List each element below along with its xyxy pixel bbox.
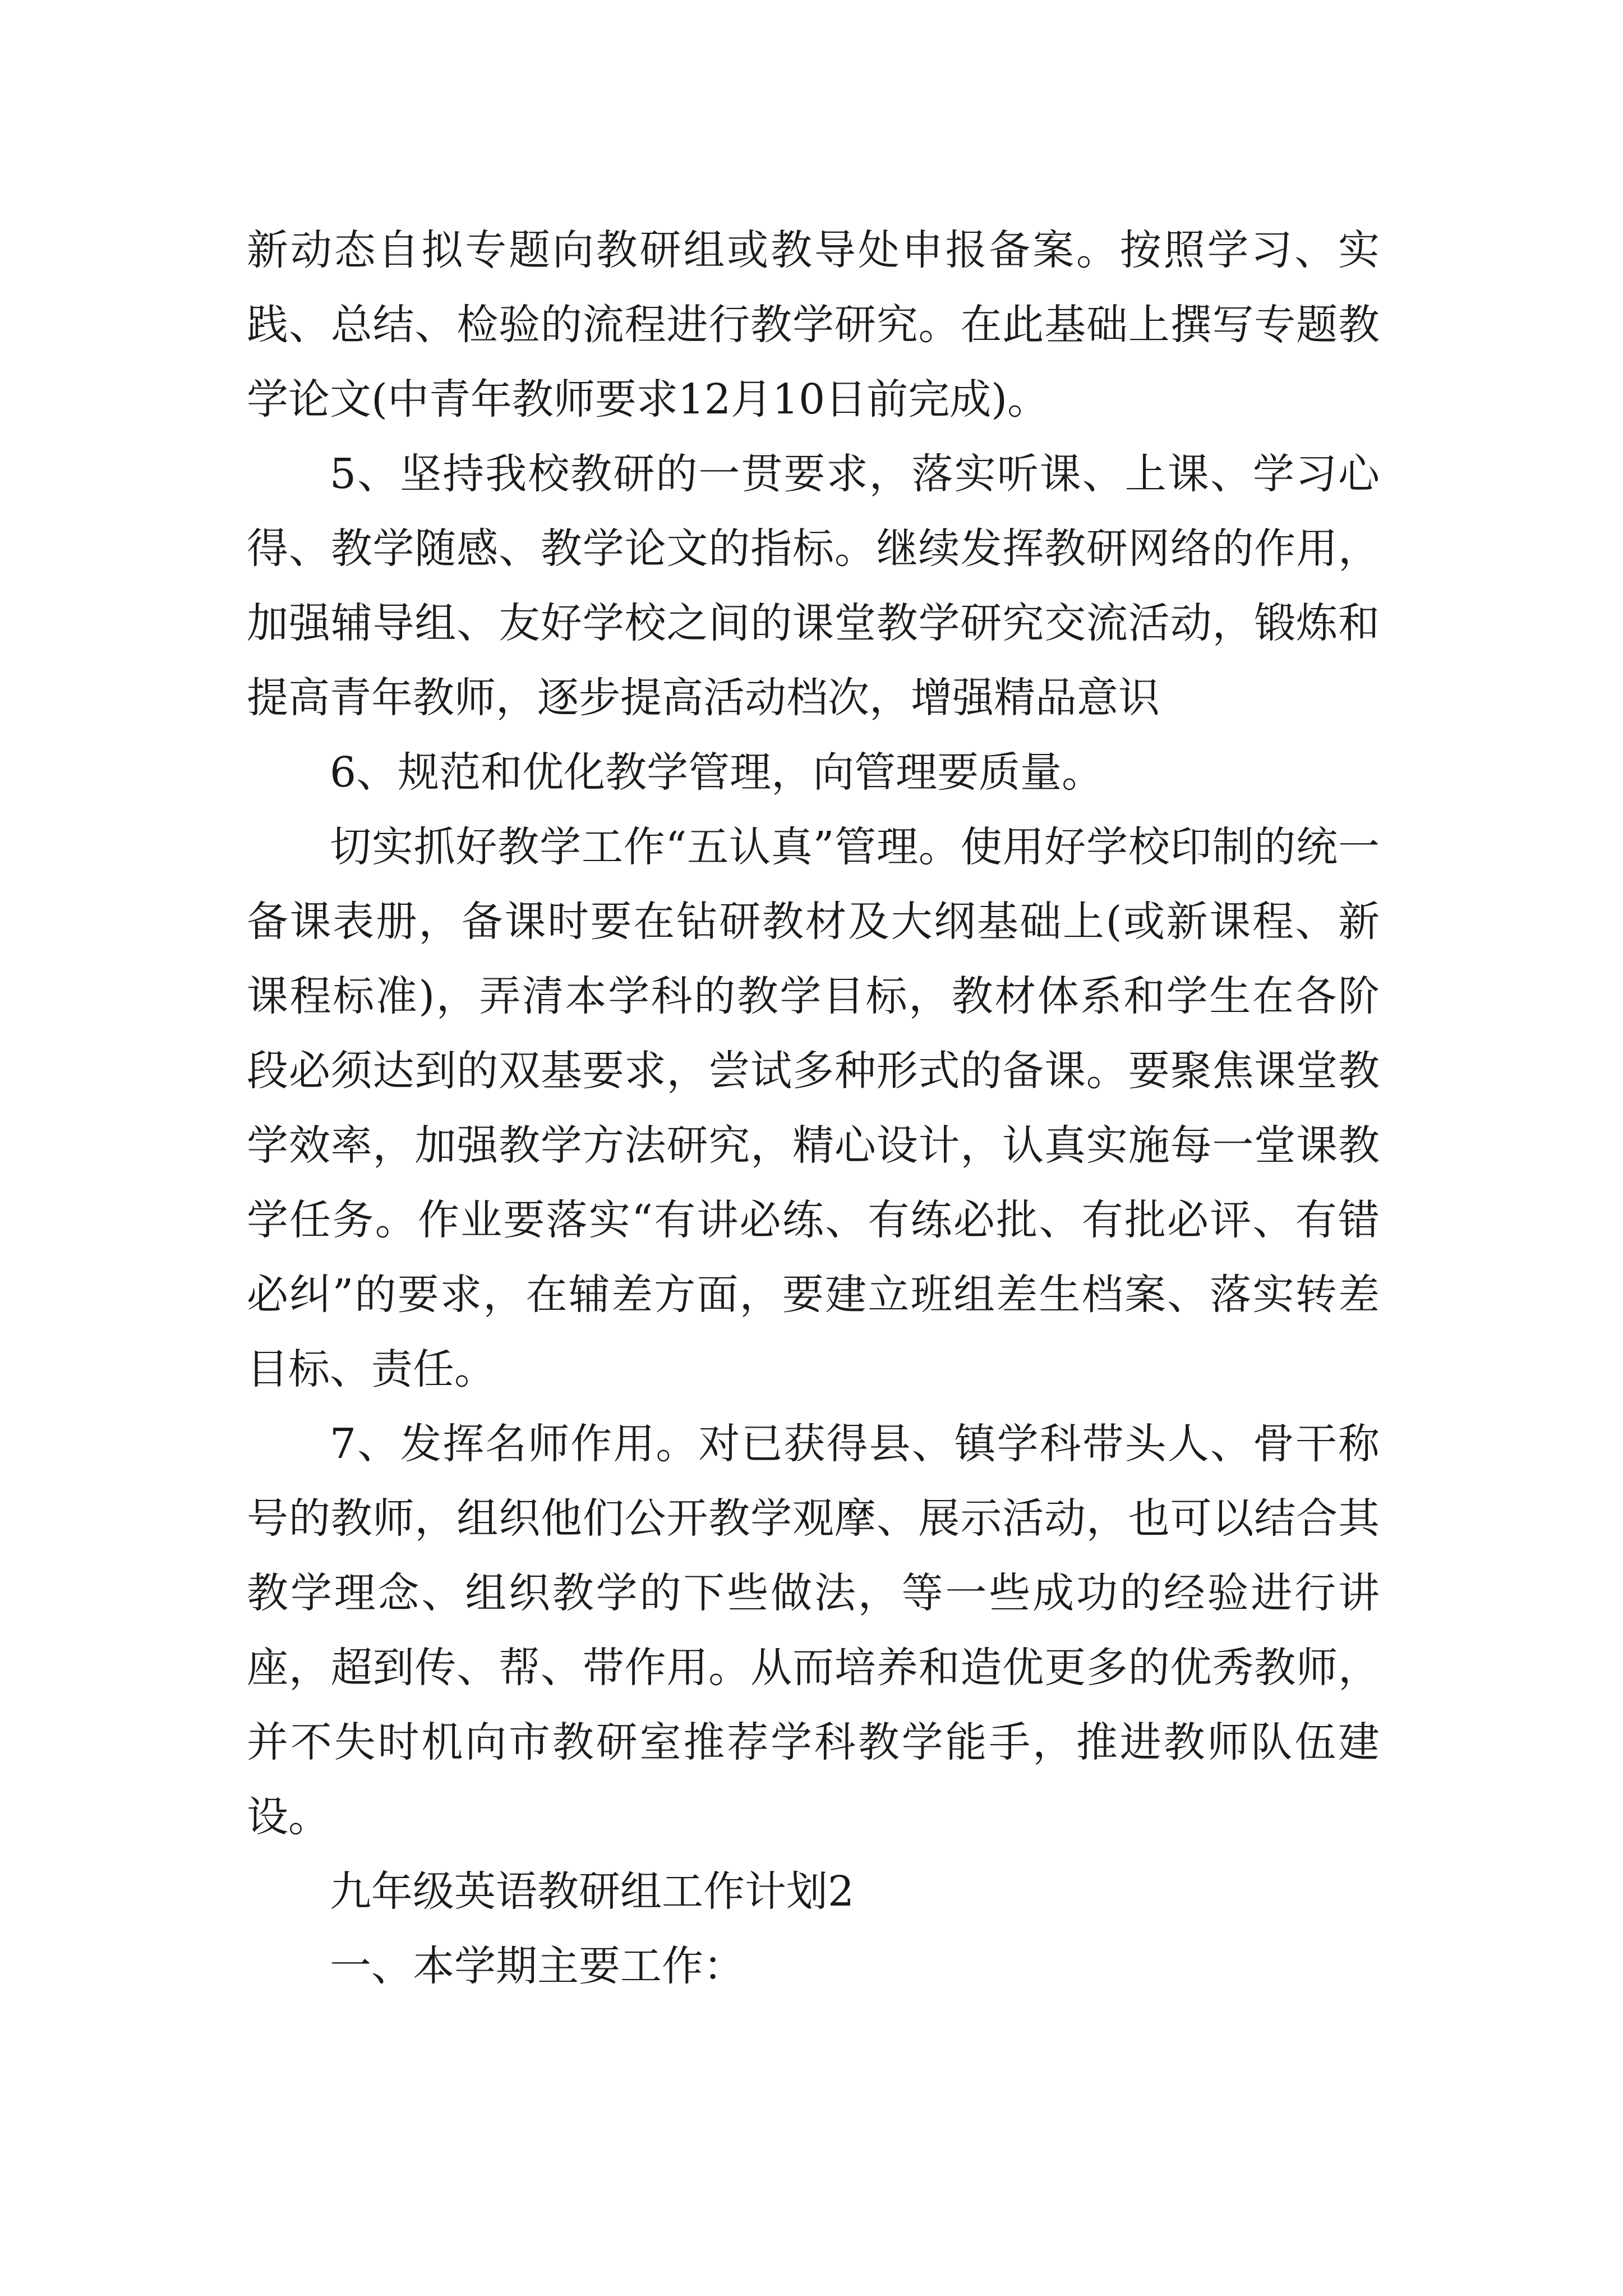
paragraph-continuation: 新动态自拟专题向教研组或教导处申报备案。按照学习、实践、总结、检验的流程进行教学研究。在此基础上撰写专题教学论文(中青年教师要求12月10日前完成)。 xyxy=(247,226,1380,424)
paragraph-five-diligence: 切实抓好教学工作“五认真”管理。使用好学校印制的统一备课表册，备课时要在钻研教材及大纲基础上(或新课程、新课程标准)，弄清本学科的教学目标，教材体系和学生在各阶段必须达到的双基要求，尝试多种形式的备课。要聚焦课堂教学效率，加强教学方法研究，精心设计，认真实施每一堂课教学任务。作业要落实“有讲必练、有练必批、有批必评、有错必纠”的要求，在辅差方面，要建立班组差生档案、落实转差目标、责任。 xyxy=(247,823,1380,1393)
subsection-heading-main-work: 一、本学期主要工作： xyxy=(330,1942,745,1990)
section-heading-plan-2: 九年级英语教研组工作计划2 xyxy=(330,1867,855,1916)
paragraph-item-6: 6、规范和优化教学管理，向管理要质量。 xyxy=(330,748,1104,797)
paragraph-item-5: 5、坚持我校教研的一贯要求，落实听课、上课、学习心得、教学随感、教学论文的指标。继续发挥教研网络的作用，加强辅导组、友好学校之间的课堂教学研究交流活动，锻炼和提高青年教师，逐步提高活动档次，增强精品意识 xyxy=(247,450,1380,722)
paragraph-item-7: 7、发挥名师作用。对已获得县、镇学科带头人、骨干称号的教师，组织他们公开教学观摩、展示活动，也可以结合其教学理念、组织教学的下些做法，等一些成功的经验进行讲座，超到传、帮、带作用。从而培养和造优更多的优秀教师，并不失时机向市教研室推荐学科教学能手，推进教师队伍建设。 xyxy=(247,1420,1380,1841)
document-body xyxy=(247,213,1380,2004)
